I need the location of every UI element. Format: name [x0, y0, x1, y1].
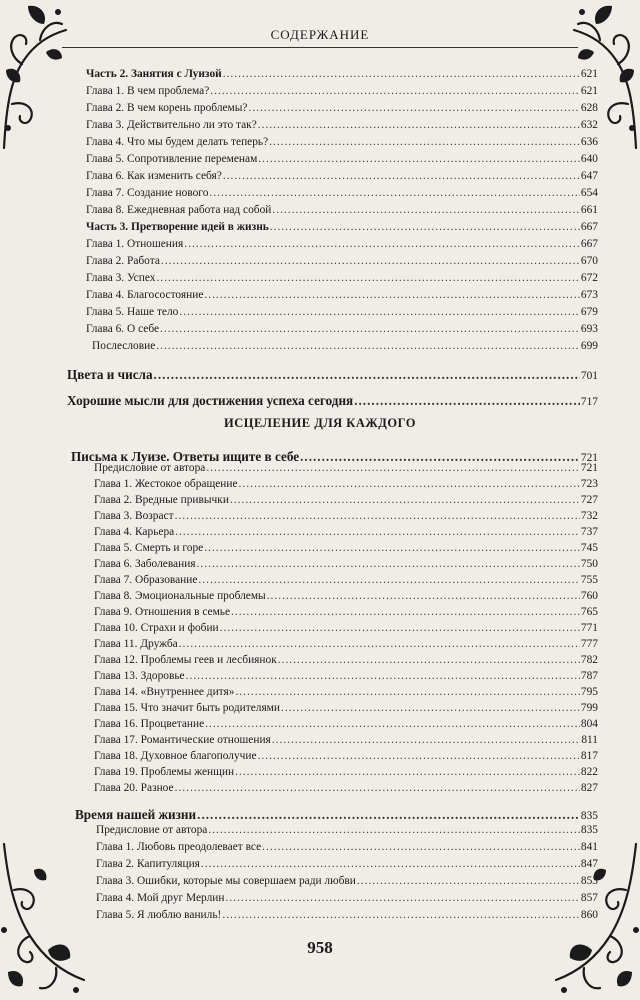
- toc-entry-title: Хорошие мысли для достижения успеха сегодня: [67, 393, 354, 408]
- toc-entry: [86, 237, 598, 252]
- toc-entry-page: 795: [580, 686, 598, 698]
- toc-entry-title: Глава 5. Сопротивление переменам: [86, 153, 258, 165]
- toc-entry: [96, 891, 598, 906]
- toc-leader-dots: [206, 461, 580, 476]
- toc-entry-page: 745: [580, 542, 598, 554]
- toc-entry-page: 737: [580, 526, 598, 538]
- toc-entry-title: Глава 12. Проблемы геев и лесбиянок: [94, 654, 277, 666]
- toc-entry-title: Глава 6. О себе: [86, 323, 160, 335]
- toc-leader-dots: [278, 653, 580, 668]
- toc-entry: [86, 271, 598, 286]
- toc-entry-title: Цвета и числа: [67, 367, 153, 382]
- floral-ornament-top-left-icon: [0, 0, 72, 150]
- toc-entry-title: Глава 4. Благосостояние: [86, 289, 204, 301]
- toc-entry-title: Глава 15. Что значит быть родителями: [94, 702, 280, 714]
- toc-leader-dots: [204, 541, 580, 556]
- toc-entry: [94, 541, 598, 556]
- toc-entry-page: 811: [581, 734, 598, 746]
- toc-entry-page: 727: [580, 494, 598, 506]
- toc-leader-dots: [198, 573, 579, 588]
- toc-entry-page: 667: [580, 238, 598, 250]
- toc-entry: [94, 509, 598, 524]
- toc-leader-dots: [156, 271, 579, 286]
- toc-entry-page: 661: [580, 204, 598, 216]
- toc-entry-title: Глава 6. Как изменить себя?: [86, 170, 222, 182]
- toc-entry-page: 670: [580, 255, 598, 267]
- toc-entry-page: 701: [580, 370, 598, 382]
- toc-entry-title: Глава 2. В чем корень проблемы?: [86, 102, 248, 114]
- toc-entry: [94, 525, 598, 540]
- toc-entry-title: Глава 1. В чем проблема?: [86, 85, 210, 97]
- toc-entry: [86, 101, 598, 116]
- toc-entry: [67, 393, 598, 410]
- header-rule: [62, 47, 578, 48]
- toc-leader-dots: [281, 701, 580, 716]
- toc-entry: [94, 637, 598, 652]
- toc-entry-title: Предисловие от автора: [94, 462, 206, 474]
- toc-leader-dots: [272, 733, 581, 748]
- toc-entry-title: Глава 4. Мой друг Мерлин: [96, 892, 225, 904]
- toc-entry: [92, 339, 598, 354]
- toc-entry-page: 853: [580, 875, 598, 887]
- toc-leader-dots: [270, 220, 580, 235]
- toc-leader-dots: [179, 637, 580, 652]
- toc-entry-page: 799: [580, 702, 598, 714]
- toc-entry-page: 628: [580, 102, 598, 114]
- toc-entry-page: 679: [580, 306, 598, 318]
- toc-leader-dots: [225, 891, 579, 906]
- toc-entry-title: Глава 2. Вредные привычки: [94, 494, 229, 506]
- toc-leader-dots: [267, 589, 580, 604]
- toc-entry: [86, 305, 598, 320]
- toc-entry-page: 723: [580, 478, 598, 490]
- toc-entry: [86, 118, 598, 133]
- toc-leader-dots: [186, 669, 580, 684]
- toc-entry: [86, 288, 598, 303]
- toc-leader-dots: [175, 781, 580, 796]
- toc-entry-title: Глава 3. Ошибки, которые мы совершаем ради любви: [96, 875, 356, 887]
- toc-entry: [86, 322, 598, 337]
- toc-entry-title: Глава 19. Проблемы женщин: [94, 766, 235, 778]
- toc-leader-dots: [223, 67, 580, 82]
- toc-entry-page: 835: [580, 810, 598, 822]
- toc-entry: [94, 653, 598, 668]
- toc-leader-dots: [262, 840, 580, 855]
- toc-entry: [94, 717, 598, 732]
- toc-leader-dots: [197, 557, 580, 572]
- toc-entry: [94, 781, 598, 796]
- toc-leader-dots: [357, 874, 580, 889]
- toc-entry: [67, 367, 598, 384]
- toc-entry-page: 621: [580, 68, 598, 80]
- toc-entry-page: 636: [580, 136, 598, 148]
- toc-leader-dots: [258, 118, 580, 133]
- toc-entry-title: Письма к Луизе. Ответы ищите в себе: [71, 449, 300, 464]
- toc-entry-title: Глава 3. Действительно ли это так?: [86, 119, 257, 131]
- toc-leader-dots: [231, 605, 580, 620]
- running-head: СОДЕРЖАНИЕ: [270, 27, 370, 42]
- toc-entry-title: Глава 16. Процветание: [94, 718, 205, 730]
- toc-entry-title: Глава 7. Создание нового: [86, 187, 209, 199]
- toc-leader-dots: [235, 765, 580, 780]
- toc-entry-title: Глава 7. Образование: [94, 574, 198, 586]
- toc-entry-title: Глава 1. Любовь преодолевает все: [96, 841, 262, 853]
- toc-entry-page: 777: [580, 638, 598, 650]
- toc-entry: [86, 84, 598, 99]
- toc-leader-dots: [235, 685, 579, 700]
- toc-entry: [94, 589, 598, 604]
- toc-leader-dots: [230, 493, 580, 508]
- toc-entry-page: 771: [580, 622, 598, 634]
- toc-entry: [94, 557, 598, 572]
- toc-entry-title: Предисловие от автора: [96, 824, 208, 836]
- toc-entry-title: Послесловие: [92, 340, 156, 352]
- toc-entry-page: 841: [580, 841, 598, 853]
- toc-entry-page: 827: [580, 782, 598, 794]
- toc-entry-title: Глава 2. Капитуляция: [96, 858, 200, 870]
- toc-leader-dots: [179, 305, 580, 320]
- toc-entry-title: Часть 3. Претворение идей в жизнь: [86, 221, 269, 233]
- toc-entry-title: Глава 4. Карьера: [94, 526, 175, 538]
- toc-entry-page: 847: [580, 858, 598, 870]
- floral-ornament-bottom-left-icon: [0, 840, 90, 1000]
- toc-leader-dots: [272, 203, 580, 218]
- toc-entry: [94, 493, 598, 508]
- toc-entry: [96, 857, 598, 872]
- toc-entry-title: Глава 9. Отношения в семье: [94, 606, 231, 618]
- toc-entry: [94, 685, 598, 700]
- toc-entry: [86, 220, 598, 235]
- toc-entry-title: Глава 1. Жестокое обращение: [94, 478, 238, 490]
- toc-leader-dots: [201, 857, 580, 872]
- toc-entry: [94, 605, 598, 620]
- toc-entry-page: 835: [580, 824, 598, 836]
- toc-entry-title: Время нашей жизни: [75, 807, 197, 822]
- toc-entry-page: 640: [580, 153, 598, 165]
- toc-leader-dots: [175, 525, 580, 540]
- toc-entry-page: 621: [580, 85, 598, 97]
- toc-leader-dots: [208, 823, 580, 838]
- toc-leader-dots: [160, 322, 580, 337]
- toc-entry: [94, 701, 598, 716]
- toc-entry-title: Глава 13. Здоровье: [94, 670, 185, 682]
- toc-entry: [86, 135, 598, 150]
- toc-entry-title: Глава 1. Отношения: [86, 238, 184, 250]
- toc-entry-page: 787: [580, 670, 598, 682]
- toc-entry-title: Глава 3. Возраст: [94, 510, 174, 522]
- toc-entry-title: Глава 6. Заболевания: [94, 558, 196, 570]
- toc-entry-title: Глава 18. Духовное благополучие: [94, 750, 257, 762]
- toc-entry-title: Глава 5. Наше тело: [86, 306, 179, 318]
- toc-entry-title: Глава 14. «Внутреннее дитя»: [94, 686, 235, 698]
- toc-entry: [94, 749, 598, 764]
- toc-entry: [94, 733, 598, 748]
- toc-entry-title: Глава 20. Разное: [94, 782, 174, 794]
- toc-leader-dots: [354, 393, 580, 408]
- toc-entry: [94, 765, 598, 780]
- toc-entry-title: Глава 8. Эмоциональные проблемы: [94, 590, 266, 602]
- toc-leader-dots: [258, 749, 580, 764]
- toc-leader-dots: [154, 367, 580, 382]
- toc-entry-title: Глава 5. Я люблю ваниль!: [96, 909, 222, 921]
- toc-entry: [86, 254, 598, 269]
- toc-entry-page: 765: [580, 606, 598, 618]
- toc-entry-page: 717: [580, 396, 598, 408]
- toc-entry-page: 693: [580, 323, 598, 335]
- toc-entry-page: 750: [580, 558, 598, 570]
- toc-entry-page: 672: [580, 272, 598, 284]
- toc-entry-page: 860: [580, 909, 598, 921]
- page-number: 958: [307, 938, 333, 957]
- toc-leader-dots: [204, 288, 580, 303]
- toc-leader-dots: [248, 101, 579, 116]
- toc-entry-page: 721: [580, 462, 598, 474]
- toc-entry: [94, 477, 598, 492]
- toc-entry: [96, 823, 598, 838]
- toc-entry-page: 755: [580, 574, 598, 586]
- toc-entry-page: 817: [580, 750, 598, 762]
- toc-entry-title: Глава 2. Работа: [86, 255, 160, 267]
- toc-entry: [96, 908, 598, 923]
- toc-leader-dots: [197, 807, 580, 822]
- toc-entry: [75, 807, 598, 824]
- toc-entry-page: 804: [580, 718, 598, 730]
- toc-entry: [86, 186, 598, 201]
- toc-entry: [94, 461, 598, 476]
- toc-entry-page: 673: [580, 289, 598, 301]
- toc-leader-dots: [222, 908, 580, 923]
- toc-entry: [86, 203, 598, 218]
- toc-leader-dots: [161, 254, 580, 269]
- toc-entry-page: 632: [580, 119, 598, 131]
- toc-entry-page: 699: [580, 340, 598, 352]
- toc-entry: [86, 152, 598, 167]
- toc-entry: [96, 874, 598, 889]
- toc-entry-page: 782: [580, 654, 598, 666]
- toc-leader-dots: [239, 477, 580, 492]
- toc-entry-title: Глава 10. Страхи и фобии: [94, 622, 219, 634]
- toc-entry: [86, 67, 598, 82]
- toc-leader-dots: [220, 621, 580, 636]
- toc-entry: [86, 169, 598, 184]
- toc-entry-title: Часть 2. Занятия с Луизой: [86, 68, 222, 80]
- toc-entry-page: 822: [580, 766, 598, 778]
- toc-leader-dots: [205, 717, 580, 732]
- toc-entry-page: 732: [580, 510, 598, 522]
- toc-leader-dots: [175, 509, 580, 524]
- toc-entry: [94, 669, 598, 684]
- toc-leader-dots: [156, 339, 580, 354]
- toc-entry-page: 760: [580, 590, 598, 602]
- toc-leader-dots: [223, 169, 580, 184]
- toc-entry-page: 647: [580, 170, 598, 182]
- toc-entry-title: Глава 3. Успех: [86, 272, 156, 284]
- section-heading: ИСЦЕЛЕНИЕ ДЛЯ КАЖДОГО: [224, 416, 416, 430]
- toc-entry-title: Глава 8. Ежедневная работа над собой: [86, 204, 272, 216]
- toc-entry-page: 857: [580, 892, 598, 904]
- toc-entry-page: 667: [580, 221, 598, 233]
- toc-leader-dots: [209, 186, 580, 201]
- toc-entry-title: Глава 17. Романтические отношения: [94, 734, 271, 746]
- toc-leader-dots: [269, 135, 580, 150]
- toc-entry-title: Глава 4. Что мы будем делать теперь?: [86, 136, 269, 148]
- toc-entry: [96, 840, 598, 855]
- toc-entry-page: 654: [580, 187, 598, 199]
- toc-leader-dots: [184, 237, 580, 252]
- toc-entry: [94, 621, 598, 636]
- toc-entry-title: Глава 11. Дружба: [94, 638, 178, 650]
- toc-entry-title: Глава 5. Смерть и горе: [94, 542, 204, 554]
- toc-entry-page: 721: [580, 452, 598, 464]
- toc-leader-dots: [210, 84, 580, 99]
- toc-entry: [94, 573, 598, 588]
- toc-leader-dots: [258, 152, 580, 167]
